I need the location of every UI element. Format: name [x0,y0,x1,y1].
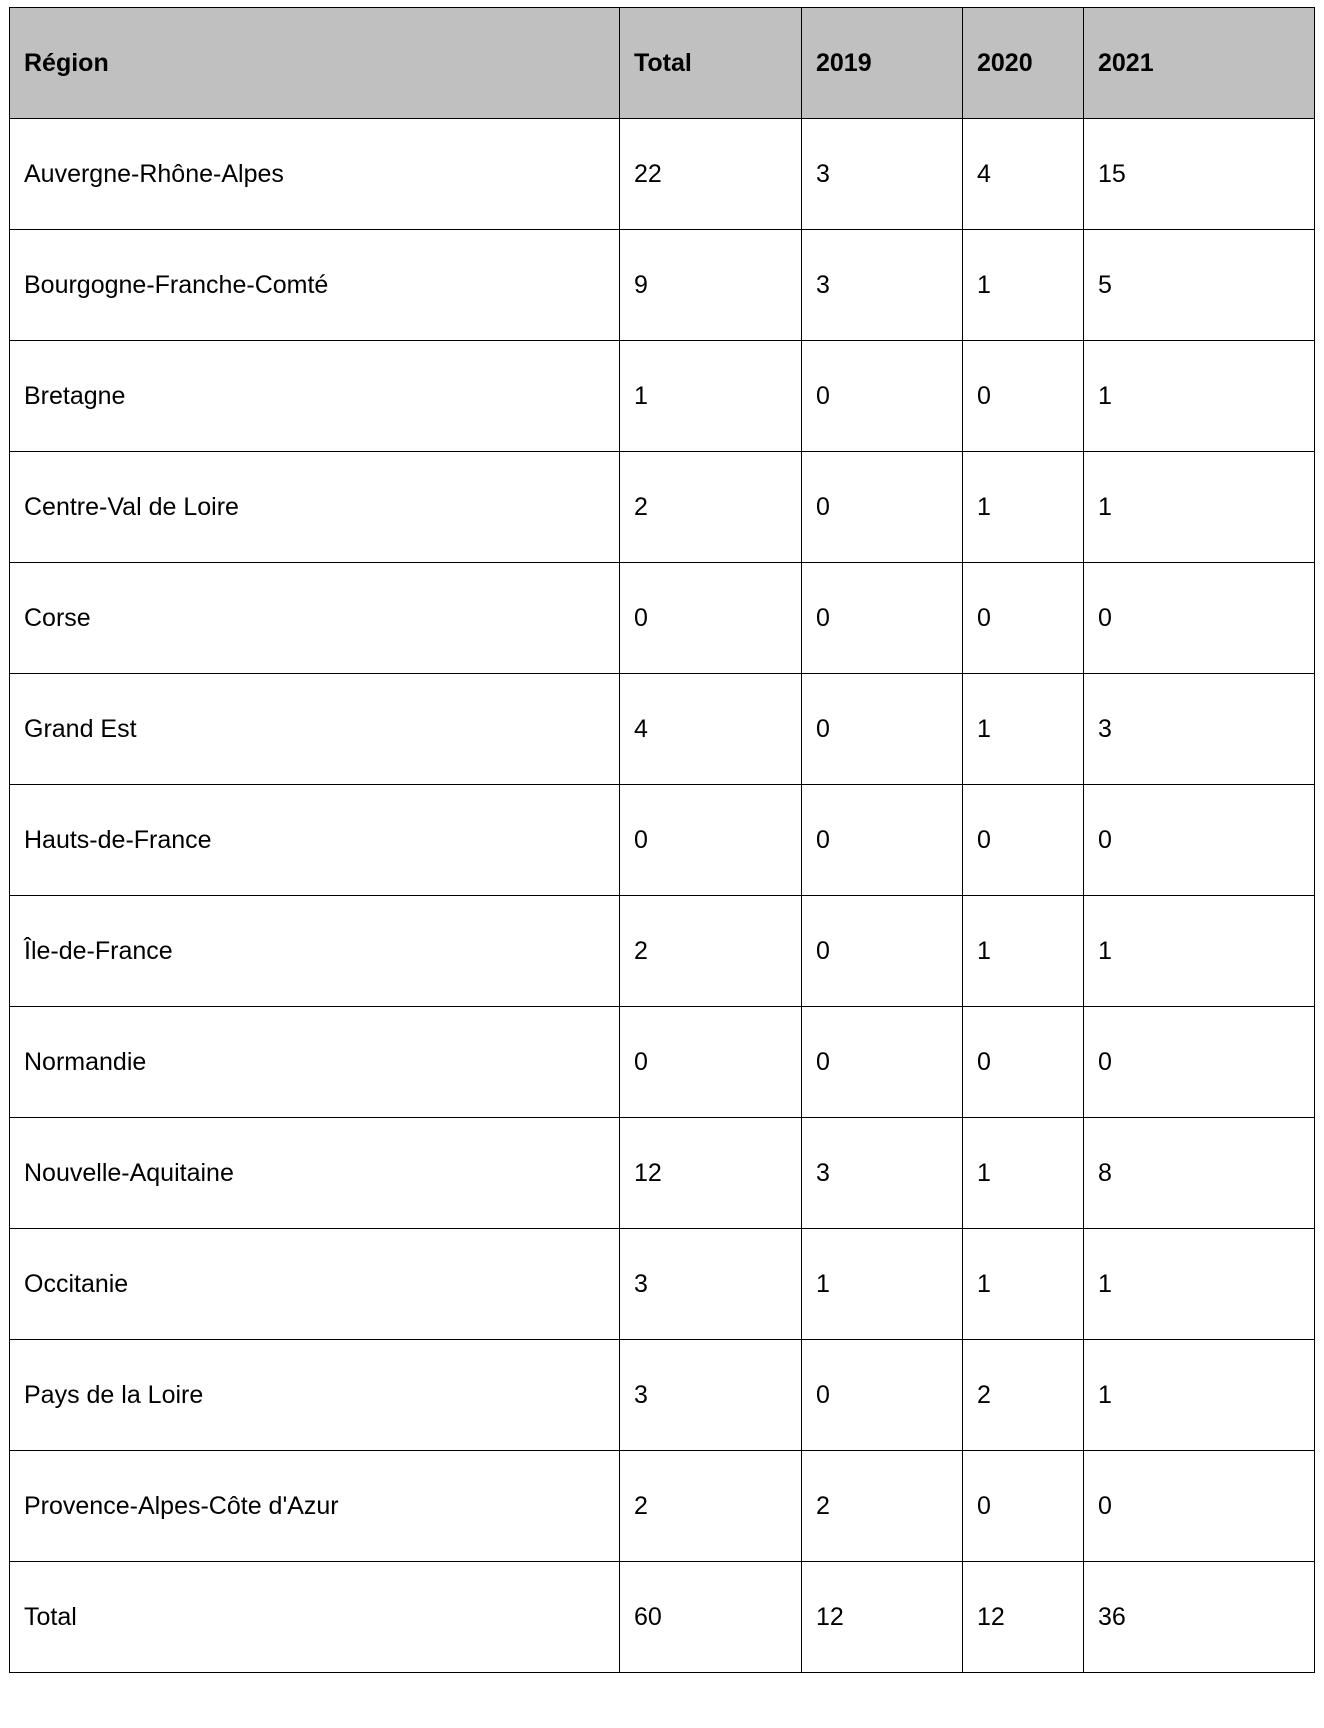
cell-2021: 0 [1084,1451,1315,1562]
cell-2019: 12 [802,1562,963,1673]
cell-2020: 1 [963,674,1084,785]
cell-2019: 1 [802,1229,963,1340]
cell-2020: 0 [963,341,1084,452]
cell-total: 2 [620,452,802,563]
cell-2021: 1 [1084,452,1315,563]
cell-2019: 0 [802,341,963,452]
table-row [10,785,1315,896]
header-2019: 2019 [802,8,963,119]
cell-2021: 1 [1084,1229,1315,1340]
cell-region: Normandie [10,1007,620,1118]
table-row [10,674,1315,785]
cell-2020: 1 [963,230,1084,341]
cell-2019: 2 [802,1451,963,1562]
header-2020: 2020 [963,8,1084,119]
header-total: Total [620,8,802,119]
table-row [10,1340,1315,1451]
cell-region: Centre-Val de Loire [10,452,620,563]
cell-total: 60 [620,1562,802,1673]
total-row [10,1562,1315,1673]
cell-2019: 0 [802,452,963,563]
table-body [10,119,1315,1673]
table-row [10,452,1315,563]
cell-2020: 1 [963,1118,1084,1229]
table-row [10,563,1315,674]
cell-region: Total [10,1562,620,1673]
cell-total: 9 [620,230,802,341]
cell-2021: 0 [1084,563,1315,674]
cell-2020: 1 [963,896,1084,1007]
cell-region: Corse [10,563,620,674]
region-table [9,7,1315,1673]
cell-2021: 0 [1084,1007,1315,1118]
cell-2020: 4 [963,119,1084,230]
cell-region: Île-de-France [10,896,620,1007]
cell-total: 12 [620,1118,802,1229]
cell-total: 2 [620,896,802,1007]
table-row [10,1118,1315,1229]
cell-total: 22 [620,119,802,230]
cell-2021: 5 [1084,230,1315,341]
header-row [10,8,1315,119]
table-row [10,1451,1315,1562]
cell-2021: 8 [1084,1118,1315,1229]
cell-total: 3 [620,1340,802,1451]
cell-2021: 15 [1084,119,1315,230]
cell-region: Grand Est [10,674,620,785]
table-row [10,896,1315,1007]
cell-region: Occitanie [10,1229,620,1340]
cell-2019: 0 [802,563,963,674]
cell-total: 3 [620,1229,802,1340]
cell-total: 0 [620,563,802,674]
cell-2020: 0 [963,1451,1084,1562]
cell-2021: 36 [1084,1562,1315,1673]
cell-region: Auvergne-Rhône-Alpes [10,119,620,230]
table-row [10,1229,1315,1340]
cell-2019: 3 [802,230,963,341]
table-row [10,230,1315,341]
cell-2020: 12 [963,1562,1084,1673]
cell-total: 0 [620,785,802,896]
cell-total: 2 [620,1451,802,1562]
cell-2019: 3 [802,1118,963,1229]
cell-2020: 1 [963,452,1084,563]
table-row [10,119,1315,230]
cell-2019: 3 [802,119,963,230]
cell-2021: 1 [1084,1340,1315,1451]
cell-region: Bretagne [10,341,620,452]
table-row [10,1007,1315,1118]
cell-total: 4 [620,674,802,785]
cell-2019: 0 [802,896,963,1007]
cell-2019: 0 [802,1340,963,1451]
cell-2020: 0 [963,1007,1084,1118]
cell-total: 1 [620,341,802,452]
cell-region: Provence-Alpes-Côte d'Azur [10,1451,620,1562]
cell-2020: 0 [963,563,1084,674]
cell-2019: 0 [802,785,963,896]
header-2021: 2021 [1084,8,1315,119]
cell-2021: 3 [1084,674,1315,785]
cell-2019: 0 [802,1007,963,1118]
cell-region: Hauts-de-France [10,785,620,896]
table-row [10,341,1315,452]
cell-2020: 0 [963,785,1084,896]
table-header [10,8,1315,119]
cell-region: Nouvelle-Aquitaine [10,1118,620,1229]
cell-region: Bourgogne-Franche-Comté [10,230,620,341]
cell-2021: 0 [1084,785,1315,896]
cell-2020: 2 [963,1340,1084,1451]
cell-2021: 1 [1084,896,1315,1007]
header-region: Région [10,8,620,119]
cell-2019: 0 [802,674,963,785]
cell-2020: 1 [963,1229,1084,1340]
cell-total: 0 [620,1007,802,1118]
cell-region: Pays de la Loire [10,1340,620,1451]
cell-2021: 1 [1084,341,1315,452]
